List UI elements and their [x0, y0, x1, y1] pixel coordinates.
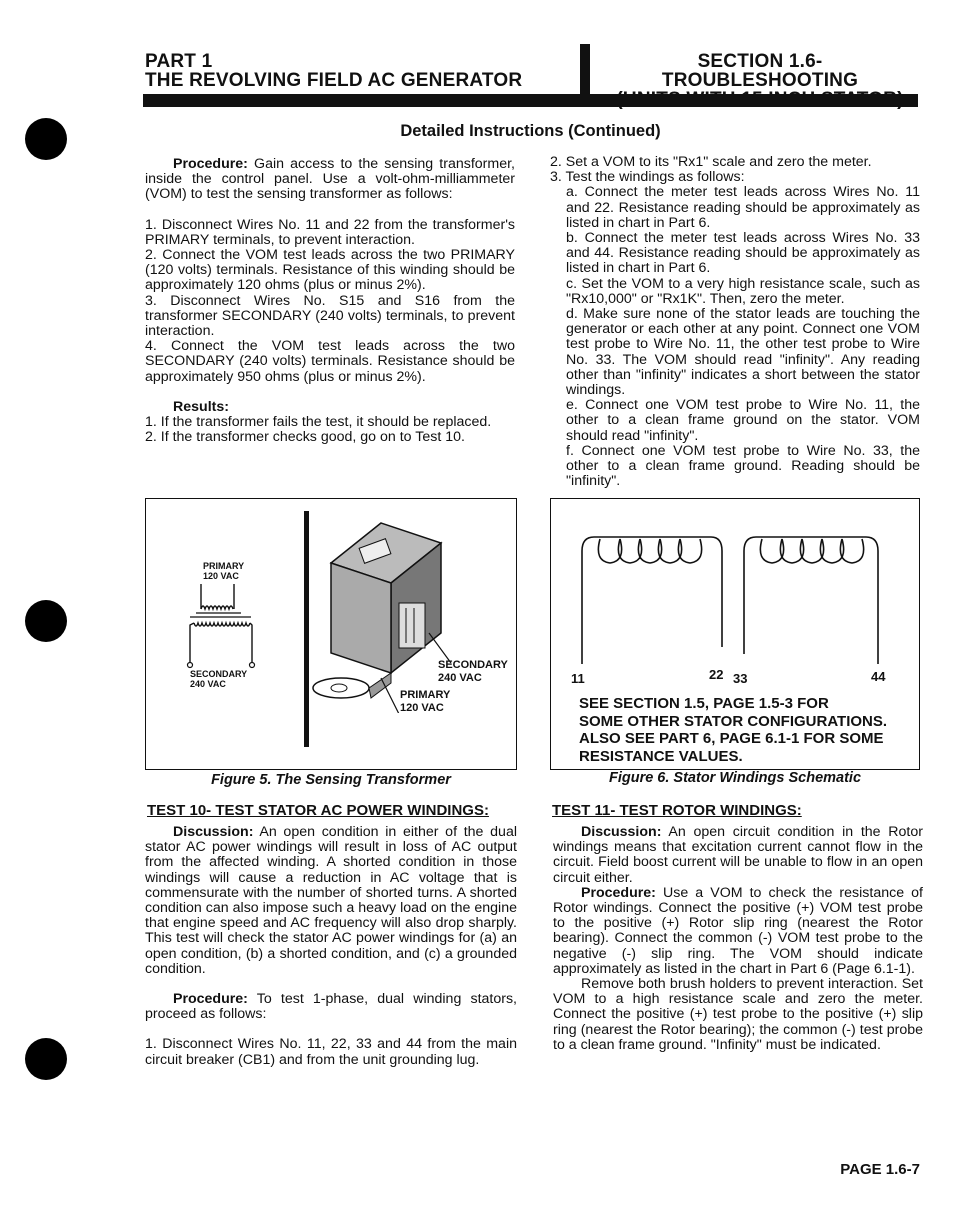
header-rule: [143, 94, 918, 107]
test-10-discussion: [145, 825, 517, 977]
test-10-step-1: 1. Disconnect Wires No. 11, 22, 33 and 44 from the main circuit breaker (CB1) and from the unit grounding lug.: [145, 1036, 517, 1068]
primary-volts-text: 120 VAC: [203, 571, 239, 581]
binder-hole: [25, 600, 67, 642]
part-title: [145, 52, 522, 90]
result-2: 2. If the transformer checks good, go on to Test 10.: [145, 429, 465, 446]
procedure-label: Procedure:: [173, 991, 248, 1008]
substep-d: d. Make sure none of the stator leads are touching the generator or each other at any point. Connect one VOM test probe to Wire No. 11, the other test probe to Wire No. 33. The VOM should read "infinity". Any reading other than "infinity" indicates a short between the stator windings.: [566, 306, 920, 399]
procedure-text: Gain access to the sensing transformer, inside the control panel. Use a volt-ohm-milliammeter (VOM) to test the sensing transformer as follows:: [145, 156, 515, 203]
step-4: 4. Connect the VOM test leads across the two SECONDARY (240 volts) terminals. Resistance should be approximately 950 ohms (plus or minus 2%).: [145, 338, 515, 385]
step-2-set-vom: 2. Set a VOM to its "Rx1" scale and zero the meter.: [550, 154, 872, 170]
photo-primary-volts: 120 VAC: [400, 702, 444, 714]
discussion-text: An open condition in either of the dual stator AC power windings will result in loss of AC output from the affected winding. A shorted condition in those windings will cause a reduction in AC voltage that is commensurate with the number of shorted turns. A shorted condition can also impose such a heavy load on the engine that engine speed and AC frequency will also drop sharply. This test will check the stator AC power windings for (a) an open condition, (b) a shorted condition, and (c) a grounded condition.: [145, 824, 517, 977]
stator-windings-schematic-icon: [566, 529, 906, 679]
figure-5-box: [145, 498, 517, 770]
header-divider: [580, 44, 590, 96]
discussion-label: Discussion:: [581, 824, 662, 840]
part-line-1: PART 1: [145, 51, 213, 72]
photo-secondary-label: [438, 659, 508, 685]
wire-label-33: 33: [733, 671, 748, 686]
page-number: PAGE 1.6-7: [840, 1161, 920, 1178]
wire-label-11: 11: [571, 671, 585, 686]
figure-divider: [304, 511, 309, 747]
test-11-procedure: [553, 886, 923, 977]
discussion-label: Discussion:: [173, 824, 254, 840]
test-10-procedure: [145, 992, 517, 1022]
photo-primary-label: [400, 689, 450, 715]
page-subtitle: Detailed Instructions (Continued): [400, 122, 661, 140]
photo-secondary-volts: 240 VAC: [438, 672, 482, 684]
note-line: RESISTANCE VALUES.: [579, 747, 743, 765]
note-line: SOME OTHER STATOR CONFIGURATIONS.: [579, 712, 888, 730]
test-11-body: [553, 825, 923, 1053]
results-label: Results:: [173, 398, 229, 415]
note-line: SEE SECTION 1.5, PAGE 1.5-3 FOR: [579, 695, 829, 712]
discussion-text: An open circuit condition in the Rotor windings means that excitation current cannot flow in the circuit. Field boost current will be unable to flow in an open circuit either.: [553, 824, 923, 886]
figure-6-box: [550, 498, 920, 770]
note-line: ALSO SEE PART 6, PAGE 6.1-1 FOR SOME: [579, 730, 884, 747]
figure-6-caption: Figure 6. Stator Windings Schematic: [608, 770, 862, 786]
figure-5-caption: Figure 5. The Sensing Transformer: [211, 772, 451, 788]
step-2: 2. Connect the VOM test leads across the two PRIMARY (120 volts) terminals. Resistance of this winding should be approximately 120 ohms (plus or minus 2%).: [145, 247, 515, 294]
secondary-label-text: SECONDARY: [190, 669, 248, 679]
figure-6-note: [579, 695, 887, 765]
substep-c: c. Set the VOM to a very high resistance scale, such as "Rx10,000" or "Rx1K". Then, zero the meter.: [566, 275, 920, 307]
primary-label: [203, 561, 244, 581]
left-column: [145, 157, 515, 445]
procedure-label: Procedure:: [581, 884, 656, 901]
test-11-discussion: [553, 825, 923, 886]
secondary-volts-text: 240 VAC: [190, 679, 226, 689]
test-11-title: TEST 11- TEST ROTOR WINDINGS:: [552, 802, 802, 819]
result-1: 1. If the transformer fails the test, it should be replaced.: [145, 414, 492, 431]
transformer-schematic-icon: [176, 579, 266, 679]
section-line-1: SECTION 1.6- TROUBLESHOOTING: [661, 51, 859, 91]
binder-hole: [25, 1038, 67, 1080]
procedure-text: To test 1-phase, dual winding stators, proceed as follows:: [145, 991, 517, 1023]
photo-secondary-text: SECONDARY: [438, 659, 508, 671]
part-line-2: THE REVOLVING FIELD AC GENERATOR: [145, 70, 523, 91]
wire-label-22: 22: [709, 667, 724, 682]
test-10-body: [145, 825, 517, 1068]
substep-b: b. Connect the meter test leads across Wires No. 33 and 44. Resistance reading should be approximately as listed in chart in Part 6.: [566, 230, 920, 277]
procedure-paragraph: [145, 157, 515, 203]
step-3: 3. Disconnect Wires No. S15 and S16 from the transformer SECONDARY (240 volts) terminals, to prevent interaction.: [145, 292, 515, 340]
substep-e: e. Connect one VOM test probe to Wire No. 11, the other to a clean frame ground on the stator. VOM should read "infinity".: [566, 397, 920, 444]
photo-primary-text: PRIMARY: [400, 689, 451, 701]
wire-label-44: 44: [871, 669, 886, 684]
primary-label-text: PRIMARY: [203, 561, 245, 571]
test-10-title: TEST 10- TEST STATOR AC POWER WINDINGS:: [147, 802, 489, 819]
substep-a: a. Connect the meter test leads across Wires No. 11 and 22. Resistance reading should be approximately as listed in chart in Part 6.: [566, 184, 920, 231]
procedure-label: Procedure:: [173, 156, 248, 172]
test-11-para-3: Remove both brush holders to prevent interaction. Set VOM to a high resistance scale and zero the meter. Connect the positive (+) test probe to the positive (+) slip ring (nearest the Rotor bearing); the common (-) test probe to a clean frame ground. "Infinity" must be indicated.: [553, 976, 923, 1053]
binder-hole: [25, 118, 67, 160]
right-column: [550, 155, 920, 489]
step-3-test-windings: 3. Test the windings as follows:: [550, 169, 745, 186]
procedure-text: Use a VOM to check the resistance of Rotor windings. Connect the positive (+) VOM test probe to the positive (+) Rotor slip ring (nearest the Rotor bearing). Connect the common (-) VOM test probe to the negative (-) slip ring. The VOM should indicate approximately as listed in the chart in Part 6 (Page 6.1-1).: [553, 884, 923, 977]
substep-f: f. Connect one VOM test probe to Wire No. 33, the other to a clean frame ground. Reading should be "infinity".: [566, 442, 920, 490]
step-1: 1. Disconnect Wires No. 11 and 22 from the transformer's PRIMARY terminals, to prevent interaction.: [145, 216, 515, 248]
